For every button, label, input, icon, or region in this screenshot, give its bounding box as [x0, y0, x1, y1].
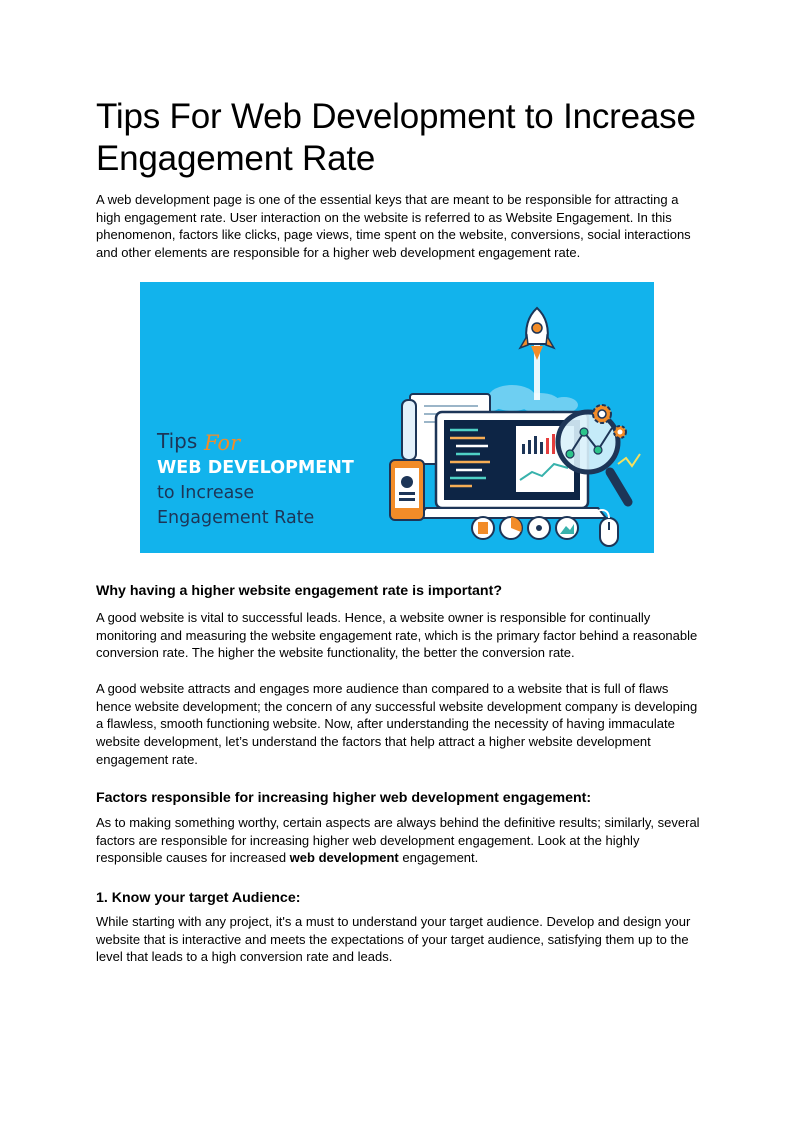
section1-heading: Why having a higher website engagement rate is important? [96, 583, 502, 599]
section3-heading: 1. Know your target Audience: [96, 890, 301, 906]
hero-text-line2: WEB DEVELOPMENT [157, 458, 354, 478]
section2-text-before: As to making something worthy, certain aspects are always behind the definitive results; similarly, several factors are responsible for increasing higher web development engagement. Look at the highly responsible causes for increased [96, 815, 700, 866]
section3-paragraph: While starting with any project, it's a must to understand your target audience. Develop and design your website that is interactive and meets the expectations of your target audience, satisfying them up to the level that leads to a high conversion rate and leads. [96, 914, 691, 965]
hero-text-line4: Engagement Rate [157, 508, 315, 528]
hero-illustration [140, 282, 654, 553]
section2-paragraph [96, 814, 701, 867]
section2-heading: Factors responsible for increasing higher web development engagement: [96, 790, 592, 806]
section2-text-after: engagement. [398, 850, 479, 866]
intro-paragraph: A web development page is one of the essential keys that are meant to be responsible for attracting a high engagement rate. User interaction on the website is referred to as Website Engagement. In this phenomenon, factors like clicks, page views, time spent on the website, conversions, social interactions and other elements are responsible for a higher web development engagement rate. [96, 192, 691, 261]
section2-bold-keyword: web development [289, 850, 399, 866]
page-title: Tips For Web Development to Increase Engagement Rate [96, 97, 696, 178]
section1-paragraph2: A good website attracts and engages more audience than compared to a website that is full of flaws hence website development; the concern of any successful website development company is developing a flawless, smooth functioning website. Now, after understanding the necessity of having immaculate website development, let’s understand the factors that help attract a higher website development engagement rate. [96, 681, 698, 767]
phone-icon [390, 460, 424, 520]
hero-image [140, 282, 654, 553]
hero-text-line3: to Increase [157, 483, 255, 503]
section1-paragraph1: A good website is vital to successful leads. Hence, a website owner is responsible for continually monitoring and measuring the website engagement rate, which is the primary factor behind a reasonable conversion rate. The higher the website functionality, the better the conversion rate. [96, 610, 698, 661]
hero-text-line1-script: For [204, 431, 241, 455]
hero-text-line1: Tips [157, 429, 198, 453]
